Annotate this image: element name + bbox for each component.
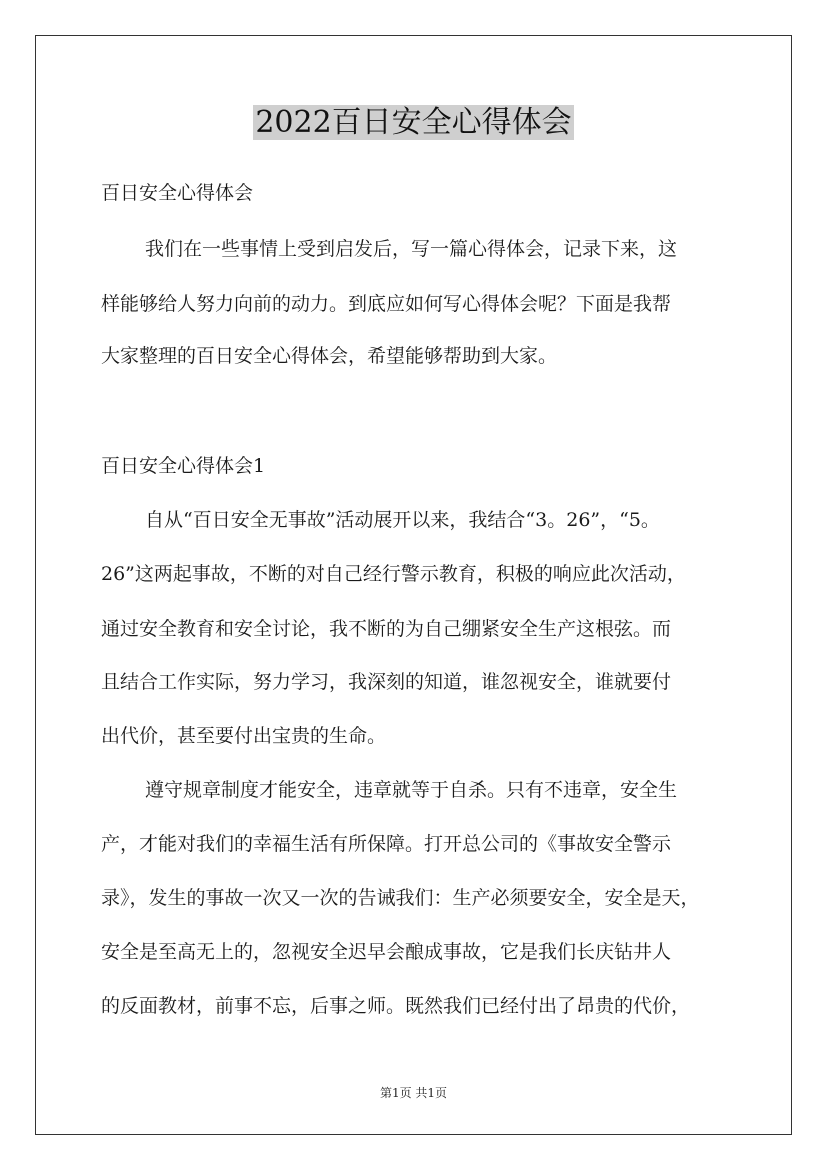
title-text: 2022百日安全心得体会 [255,105,572,140]
para1-line: 且结合工作实际，努力学习，我深刻的知道，谁忽视安全，谁就要付 [101,671,672,693]
page-footer: 第1页 共1页 [379,1086,448,1100]
para2-line: 遵守规章制度才能安全，违章就等于自杀。只有不违章，安全生 [145,779,678,801]
para1-line: 26”这两起事故，不断的对自己经行警示教育，积极的响应此次活动， [101,563,686,585]
subtitle: 百日安全心得体会 [101,182,254,204]
intro-line: 我们在一些事情上受到启发后，写一篇心得体会，记录下来，这 [145,238,678,260]
para2-line: 安全是至高无上的，忽视安全迟早会酿成事故，它是我们长庆钻井人 [101,941,672,963]
section-heading: 百日安全心得体会1 [101,455,266,477]
intro-line: 样能够给人努力向前的动力。到底应如何写心得体会呢？下面是我帮 [101,293,672,315]
para2-line: 产，才能对我们的幸福生活有所保障。打开总公司的《事故安全警示 [101,833,672,855]
para2-line: 录》，发生的事故一次又一次的告诫我们：生产必须要安全，安全是天， [101,887,700,909]
document-title [0,103,827,143]
para1-line: 自从“百日安全无事故”活动展开以来，我结合“3。26”，“5。 [145,509,660,531]
para1-line: 出代价，甚至要付出宝贵的生命。 [101,725,387,747]
para1-line: 通过安全教育和安全讨论，我不断的为自己绷紧安全生产这根弦。而 [101,618,672,640]
intro-line: 大家整理的百日安全心得体会，希望能够帮助到大家。 [101,345,558,367]
para2-line: 的反面教材，前事不忘，后事之师。既然我们已经付出了昂贵的代价， [101,995,691,1017]
